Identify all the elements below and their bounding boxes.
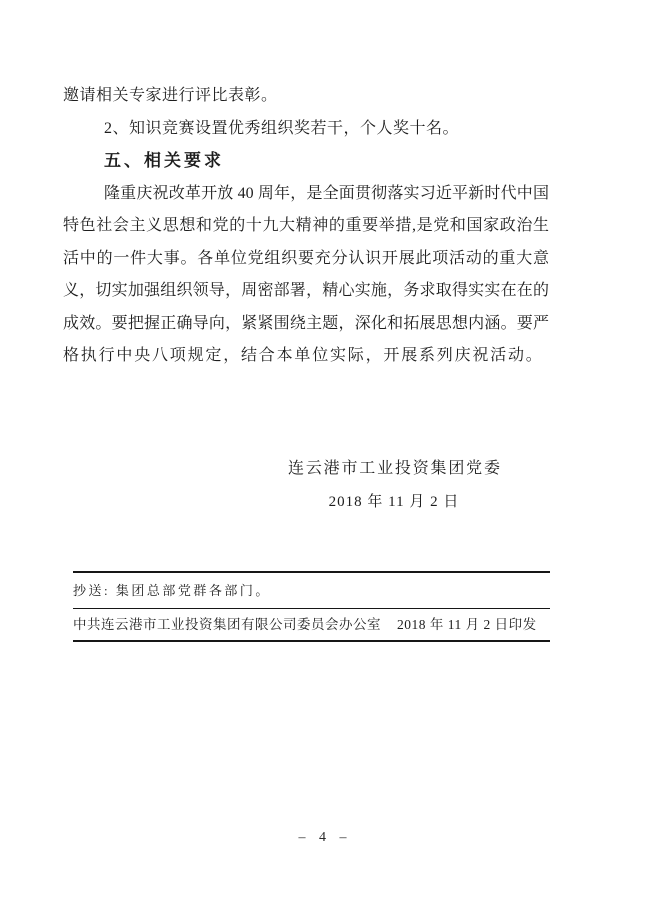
paragraph-line: 特色社会主义思想和党的十九大精神的重要举措,是党和国家政治生 [63, 217, 549, 234]
document-footer [73, 571, 550, 642]
paragraph-line: 隆重庆祝改革开放 40 周年，是全面贯彻落实习近平新时代中国 [104, 184, 549, 202]
paragraph-line: 活中的一件大事。各单位党组织要充分认识开展此项活动的重大意 [63, 249, 549, 267]
paragraph-line: 义，切实加强组织领导，周密部署，精心实施，务求取得实实在在的 [63, 282, 549, 299]
issuing-office: 中共连云港市工业投资集团有限公司委员会办公室 [73, 617, 381, 632]
signature-block [288, 453, 500, 518]
print-issue-line [73, 609, 550, 640]
body-continuation-line: 邀请相关专家进行评比表彰。 [63, 87, 278, 104]
paragraph-line: 成效。要把握正确导向，紧紧围绕主题，深化和拓展思想内涵。要严 [63, 314, 549, 332]
signature-date: 2018 年 11 月 2 日 [328, 493, 460, 510]
print-date: 2018 年 11 月 2 日印发 [397, 617, 537, 632]
copy-to-line: 抄送: 集团总部党群各部门。 [73, 583, 271, 598]
document-body [63, 80, 549, 373]
divider-thick-bottom [73, 640, 550, 642]
signature-organization: 连云港市工业投资集团党委 [288, 460, 500, 477]
page-number: – 4 – [298, 830, 352, 845]
body-list-item-2: 2、知识竞赛设置优秀组织奖若干，个人奖十名。 [104, 119, 460, 137]
section-heading: 五、相关要求 [104, 151, 224, 170]
body-paragraph [63, 178, 549, 373]
paragraph-line: 格执行中央八项规定，结合本单位实际，开展系列庆祝活动。 [63, 347, 544, 364]
